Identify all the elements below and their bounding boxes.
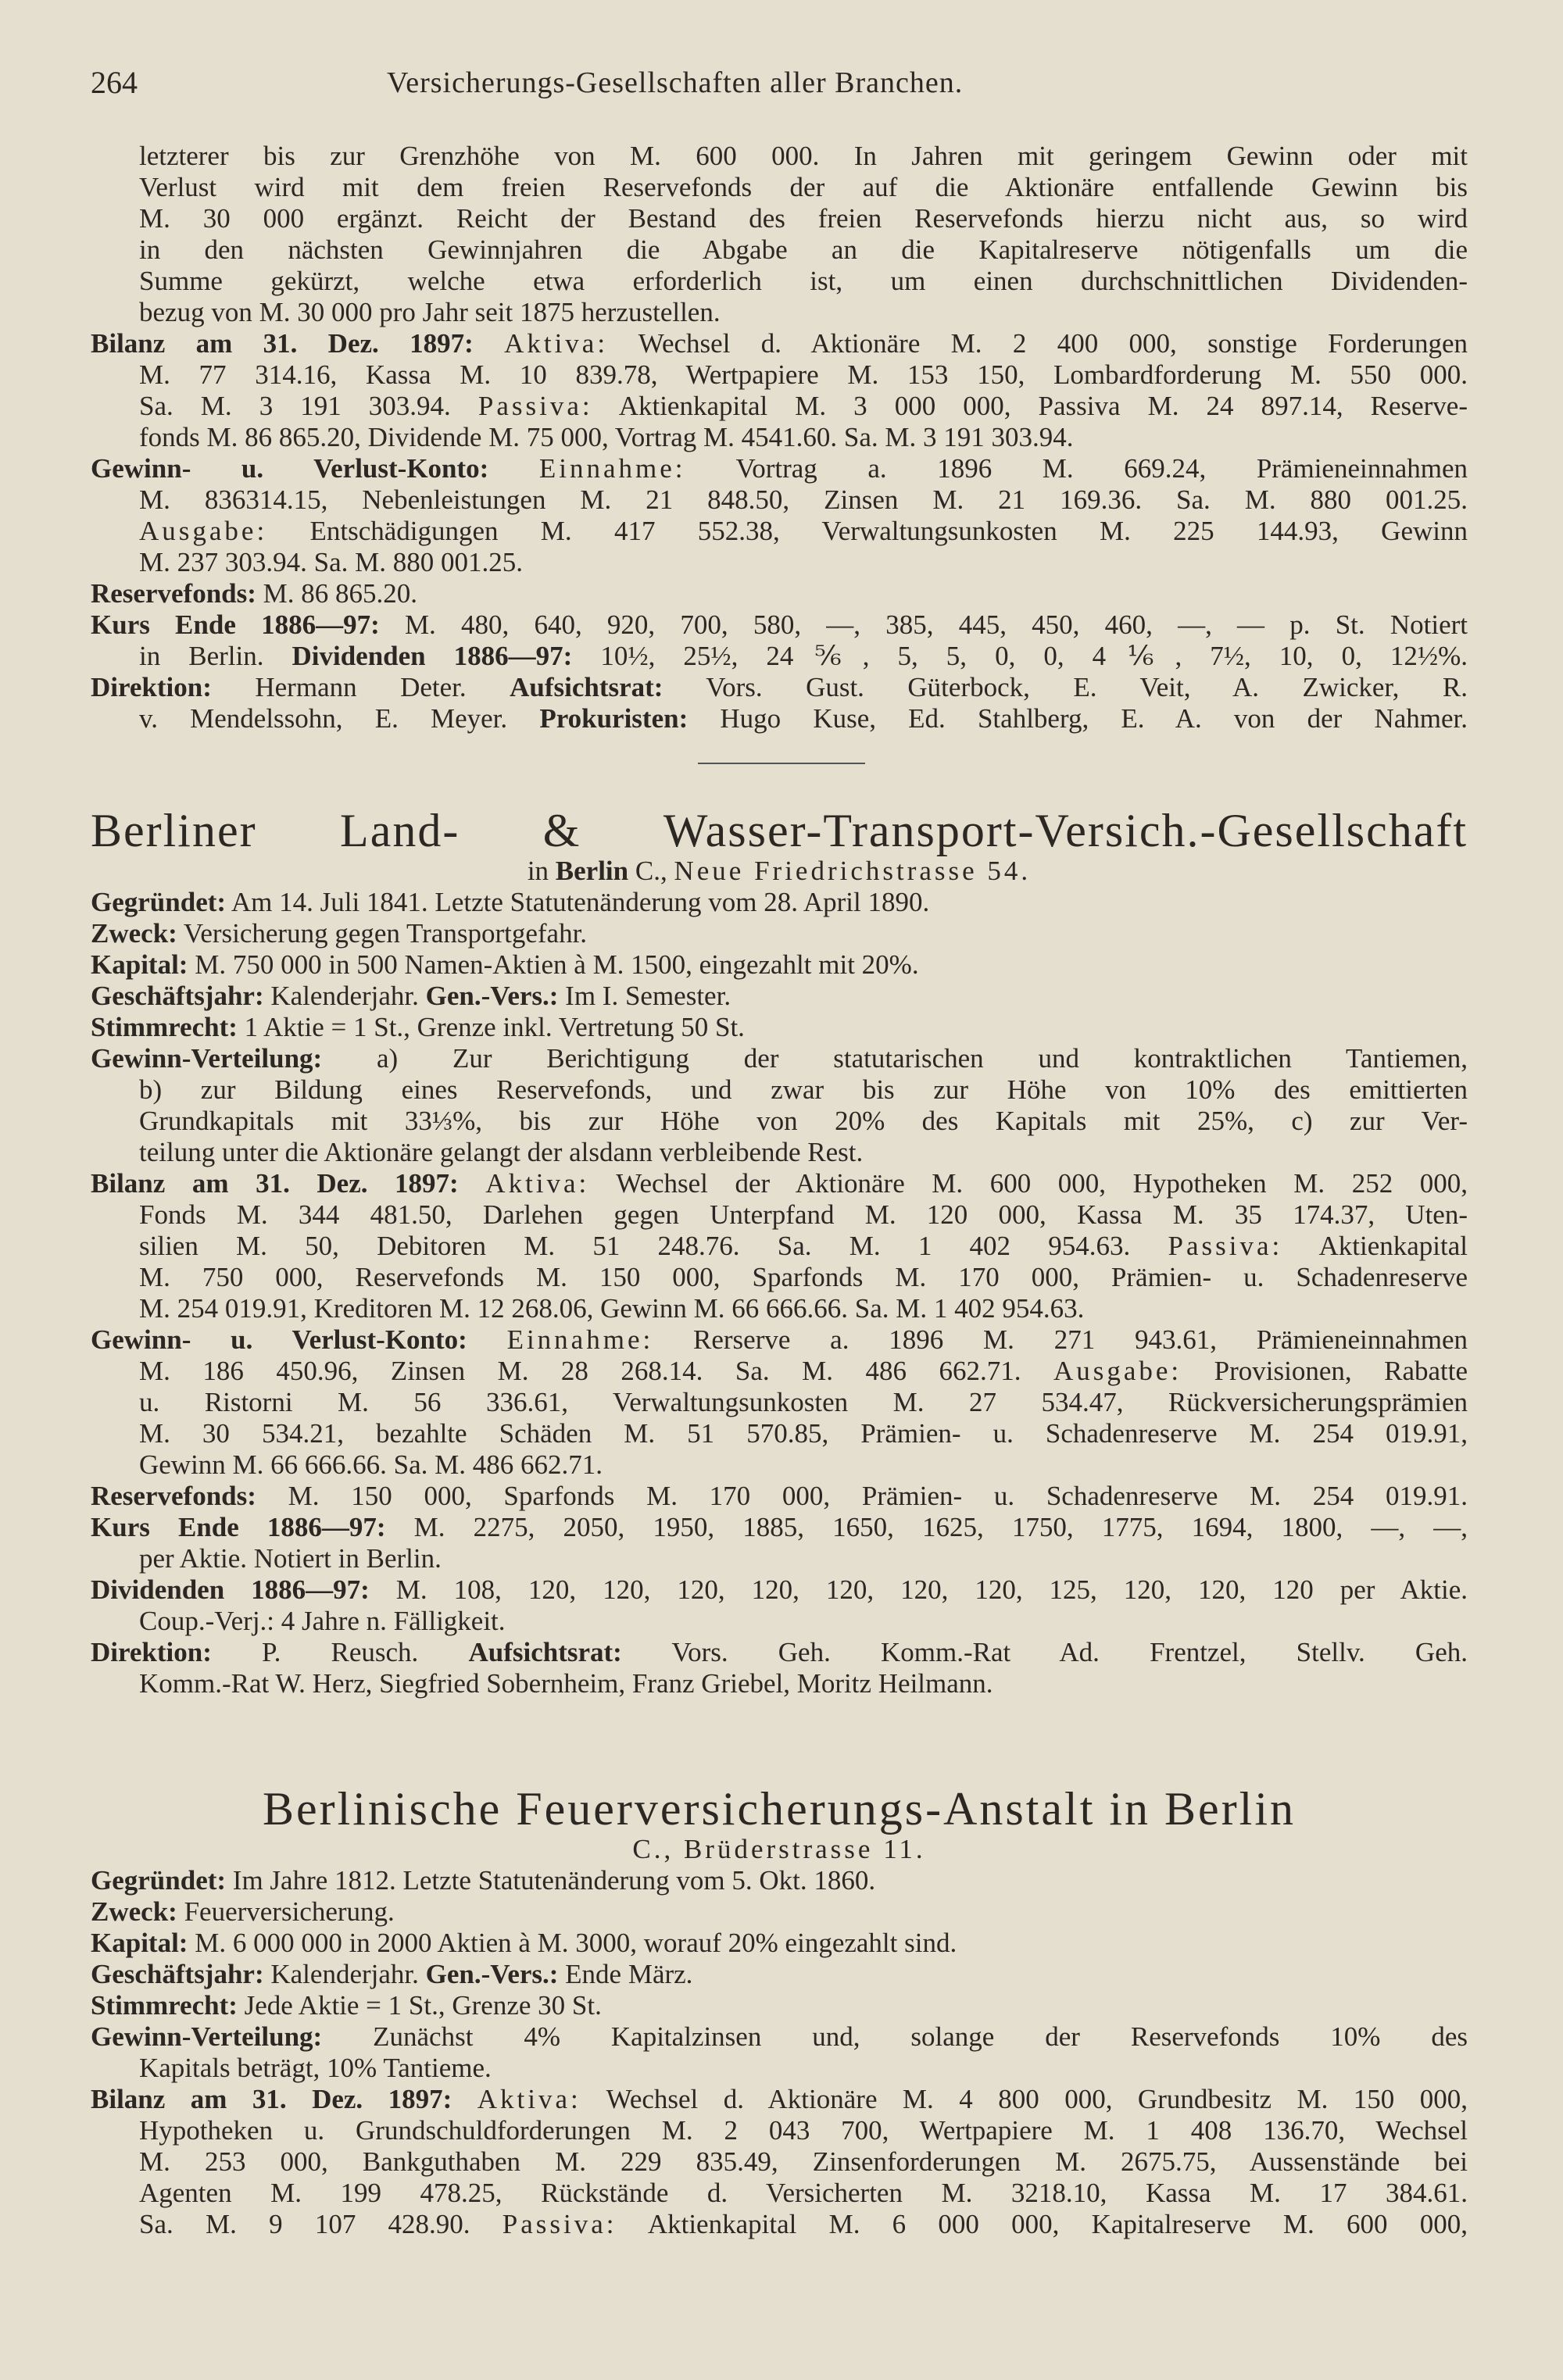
entry-paragraph: [91, 328, 1468, 453]
field-label: Kapital:: [91, 1928, 188, 1958]
text-run: v. Mendelssohn, E. Meyer.: [139, 703, 540, 734]
text-run: Kalenderjahr.: [263, 981, 426, 1011]
field-label: Gen.-Vers.:: [425, 1959, 559, 1989]
field-label: Prokuristen:: [539, 703, 689, 734]
text-line: [91, 1231, 1468, 1262]
field-label: Direktion:: [91, 672, 212, 702]
entry-paragraph: [91, 672, 1468, 734]
text-line: [91, 578, 1468, 609]
running-title: Versicherungs-Gesellschaften aller Branchen.: [387, 66, 964, 99]
text-run: [474, 328, 504, 359]
field-label: Berlin: [555, 856, 629, 886]
field-label: Gewinn- u. Verlust-Konto:: [91, 1324, 467, 1355]
text-run: Gewinn M. 66 666.66. Sa. M. 486 662.71.: [139, 1449, 603, 1480]
field-label: Geschäftsjahr:: [91, 1959, 264, 1989]
field-label: Gewinn-Verteilung:: [91, 2021, 323, 2052]
field-label: Zweck:: [91, 918, 177, 949]
field-label: Bilanz am 31. Dez. 1897:: [91, 2084, 452, 2114]
text-run: Fonds M. 344 481.50, Darlehen gegen Unterpfand M. 120 000, Kassa M. 35 174.37, Uten-: [139, 1199, 1468, 1230]
entry-paragraph: [91, 949, 1468, 981]
field-label: Direktion:: [91, 1637, 212, 1667]
text-line: [91, 2146, 1468, 2178]
field-label: Reservefonds:: [91, 578, 256, 609]
text-line: [91, 1865, 1468, 1896]
text-line: [91, 328, 1468, 359]
text-run: M. 237 303.94. Sa. M. 880 001.25.: [139, 547, 523, 577]
text-run: M. 750 000, Reservefonds M. 150 000, Sparfonds M. 170 000, Prämien- u. Schadenreserve: [139, 1262, 1468, 1292]
field-label: Dividenden 1886—97:: [91, 1574, 370, 1605]
spaced-heading: Passiva:: [477, 391, 593, 421]
text-line: [91, 359, 1468, 391]
text-run: fonds M. 86 865.20, Dividende M. 75 000, Vortrag M. 4541.60. Sa. M. 3 191 303.94.: [139, 422, 1074, 452]
text-line: [91, 1418, 1468, 1449]
spaced-heading: C., Brüderstrasse 11.: [632, 1834, 926, 1864]
text-line: [91, 1387, 1468, 1418]
text-run: M. 30 000 ergänzt. Reicht der Bestand des freien Reservefonds hierzu nicht aus, so wird: [139, 203, 1468, 234]
text-line: [91, 918, 1468, 949]
field-label: Reservefonds:: [91, 1481, 256, 1511]
field-label: Gen.-Vers.:: [425, 981, 559, 1011]
text-line: [91, 609, 1468, 641]
text-run: M. 253 000, Bankguthaben M. 229 835.49, Zinsenforderungen M. 2675.75, Aussenstände bei: [139, 2146, 1468, 2177]
text-line: [91, 391, 1468, 422]
text-run: Grundkapitals mit 33⅓%, bis zur Höhe von 20% des Kapitals mit 25%, c) zur Ver-: [139, 1106, 1468, 1136]
field-label: Gewinn- u. Verlust-Konto:: [91, 453, 489, 484]
text-line: [91, 703, 1468, 734]
text-run: Hermann Deter.: [211, 672, 510, 702]
text-run: Sa. M. 3 191 303.94.: [139, 391, 478, 421]
text-run: in den nächsten Gewinnjahren die Abgabe an die Kapitalreserve nötigenfalls um die: [139, 234, 1468, 265]
text-line: [91, 1543, 1468, 1574]
text-line: [91, 141, 1468, 172]
text-line: [91, 203, 1468, 234]
text-run: Aktienkapital M. 6 000 000, Kapitalreserve M. 600 000,: [617, 2209, 1468, 2239]
entry-paragraph: [91, 918, 1468, 949]
text-run: Kalenderjahr.: [263, 1959, 426, 1989]
text-run: Aktienkapital: [1282, 1231, 1468, 1261]
entry-paragraph: [91, 1512, 1468, 1574]
text-run: P. Reusch.: [211, 1637, 469, 1667]
text-run: bezug von M. 30 000 pro Jahr seit 1875 herzustellen.: [139, 297, 721, 327]
text-line: [91, 1199, 1468, 1231]
text-line: [91, 2115, 1468, 2146]
text-run: silien M. 50, Debitoren M. 51 248.76. Sa. M. 1 402 954.63.: [139, 1231, 1168, 1261]
entry-paragraph: [91, 1481, 1468, 1512]
spaced-heading: Aktiva:: [485, 1168, 590, 1199]
text-run: b) zur Bildung eines Reservefonds, und zwar bis zur Höhe von 10% des emittierten: [139, 1074, 1468, 1105]
field-label: Stimmrecht:: [91, 1990, 238, 2021]
entry-paragraph: [91, 1959, 1468, 1990]
text-run: u. Ristorni M. 56 336.61, Verwaltungsunkosten M. 27 534.47, Rückversicherungsprämien: [139, 1387, 1468, 1417]
text-line: [91, 1896, 1468, 1928]
text-line: [91, 172, 1468, 203]
entry-paragraph: [91, 1637, 1468, 1699]
text-run: M. 186 450.96, Zinsen M. 28 268.14. Sa. M. 486 662.71.: [139, 1356, 1053, 1386]
spaced-heading: Ausgabe:: [1053, 1356, 1182, 1386]
text-line: [91, 2084, 1468, 2115]
text-line: [91, 949, 1468, 981]
text-run: Wechsel d. Aktionäre M. 4 800 000, Grundbesitz M. 150 000,: [581, 2084, 1468, 2114]
entry-paragraph: [91, 1574, 1468, 1637]
text-run: Aktienkapital M. 3 000 000, Passiva M. 24 897.14, Reserve-: [592, 391, 1468, 421]
text-run: Rerserve a. 1896 M. 271 943.61, Prämieneinnahmen: [653, 1324, 1468, 1355]
entry-paragraph: [91, 609, 1468, 672]
field-label: Gegründet:: [91, 887, 227, 917]
spaced-heading: Neue Friedrichstrasse 54.: [674, 856, 1032, 886]
spaced-heading: Aktiva:: [477, 2084, 581, 2114]
text-line: [91, 422, 1468, 453]
text-run: M. 108, 120, 120, 120, 120, 120, 120, 120, 125, 120, 120, 120 per Aktie.: [369, 1574, 1468, 1605]
text-line: [91, 547, 1468, 578]
company-title: Berliner Land- & Wasser-Transport-Versich.-Gesellschaft: [91, 805, 1468, 856]
text-line: [91, 234, 1468, 266]
field-label: Gegründet:: [91, 1865, 227, 1896]
entry-paragraph: [91, 1865, 1468, 1896]
text-run: M. 750 000 in 500 Namen-Aktien à M. 1500, eingezahlt mit 20%.: [188, 949, 919, 980]
text-run: M. 6 000 000 in 2000 Aktien à M. 3000, worauf 20% eingezahlt sind.: [188, 1928, 957, 1958]
text-line: [91, 1512, 1468, 1543]
spaced-heading: Einnahme:: [538, 453, 686, 484]
field-label: Aufsichtsrat:: [468, 1637, 622, 1667]
text-line: [91, 1137, 1468, 1168]
text-run: Coup.-Verj.: 4 Jahre n. Fälligkeit.: [139, 1606, 506, 1636]
text-run: a) Zur Berichtigung der statutarischen und kontraktlichen Tantiemen,: [322, 1043, 1468, 1074]
text-run: M. 150 000, Sparfonds M. 170 000, Prämien- u. Schadenreserve M. 254 019.91.: [256, 1481, 1468, 1511]
entry-paragraph: [91, 578, 1468, 609]
text-run: [488, 453, 539, 484]
field-label: Gewinn-Verteilung:: [91, 1043, 323, 1074]
text-line: [91, 1168, 1468, 1199]
text-run: M. 480, 640, 920, 700, 580, —, 385, 445, 450, 460, —, — p. St. Notiert: [379, 609, 1468, 640]
entry-paragraph: [91, 1896, 1468, 1928]
text-line: [91, 1356, 1468, 1387]
text-line: [91, 1324, 1468, 1356]
text-run: Wechsel d. Aktionäre M. 2 400 000, sonstige Forderungen: [608, 328, 1468, 359]
text-run: Agenten M. 199 478.25, Rückstände d. Versicherten M. 3218.10, Kassa M. 17 384.61.: [139, 2178, 1468, 2208]
field-label: Kurs Ende 1886—97:: [91, 609, 380, 640]
spaced-heading: Ausgabe:: [139, 516, 268, 546]
field-label: Zweck:: [91, 1896, 177, 1927]
text-run: M. 77 314.16, Kassa M. 10 839.78, Wertpapiere M. 153 150, Lombardforderung M. 550 000.: [139, 359, 1468, 390]
text-line: [91, 2209, 1468, 2240]
text-line: [91, 1928, 1468, 1959]
text-line: [91, 1074, 1468, 1106]
text-run: Feuerversicherung.: [177, 1896, 395, 1927]
entry-paragraph: [91, 1928, 1468, 1959]
text-run: Wechsel der Aktionäre M. 600 000, Hypotheken M. 252 000,: [589, 1168, 1468, 1199]
text-line: [91, 1959, 1468, 1990]
text-run: letzterer bis zur Grenzhöhe von M. 600 000. In Jahren mit geringem Gewinn oder mit: [139, 141, 1468, 171]
text-line: [91, 1481, 1468, 1512]
text-run: Sa. M. 9 107 428.90.: [139, 2209, 503, 2239]
section-divider: [698, 763, 865, 764]
text-run: Vors. Geh. Komm.-Rat Ad. Frentzel, Stellv. Geh.: [621, 1637, 1468, 1667]
field-label: Bilanz am 31. Dez. 1897:: [91, 328, 474, 359]
company-address: [91, 1834, 1468, 1865]
text-run: in Berlin.: [139, 641, 292, 671]
text-run: Im Jahre 1812. Letzte Statutenänderung vom 5. Okt. 1860.: [226, 1865, 876, 1896]
company-title: Berlinische Feuerversicherungs-Anstalt in Berlin: [262, 1783, 1297, 1835]
text-line: [91, 1012, 1468, 1043]
spaced-heading: Passiva:: [502, 2209, 617, 2239]
text-line: [91, 1043, 1468, 1074]
text-line: [91, 1106, 1468, 1137]
text-line: [91, 1293, 1468, 1324]
entry-paragraph: [91, 2021, 1468, 2084]
text-run: [459, 1168, 486, 1199]
text-run: Versicherung gegen Transportgefahr.: [177, 918, 588, 949]
field-label: Kapital:: [91, 949, 188, 980]
text-run: C.,: [628, 856, 674, 886]
text-line: [91, 1668, 1468, 1699]
entry-paragraph: [91, 981, 1468, 1012]
text-run: Am 14. Juli 1841. Letzte Statutenänderung vom 28. April 1890.: [226, 887, 930, 917]
text-line: [91, 2021, 1468, 2053]
field-label: Bilanz am 31. Dez. 1897:: [91, 1168, 459, 1199]
spaced-heading: Einnahme:: [506, 1324, 654, 1355]
text-line: [91, 453, 1468, 484]
text-line: [91, 484, 1468, 516]
text-run: Vortrag a. 1896 M. 669.24, Prämieneinnahmen: [685, 453, 1468, 484]
entry-paragraph: [91, 1324, 1468, 1481]
text-line: [91, 1574, 1468, 1606]
company-entry-berlinische-feuer: [91, 1784, 1468, 2240]
entry-paragraph: [91, 1012, 1468, 1043]
text-run: Ende März.: [558, 1959, 693, 1989]
text-line: [91, 1990, 1468, 2021]
text-run: Summe gekürzt, welche etwa erforderlich ist, um einen durchschnittlichen Dividenden-: [139, 266, 1468, 296]
text-run: Provisionen, Rabatte: [1182, 1356, 1468, 1386]
company-entry-berliner-land-wasser: [91, 806, 1468, 1699]
text-run: M. 2275, 2050, 1950, 1885, 1650, 1625, 1750, 1775, 1694, 1800, —, —,: [385, 1512, 1468, 1542]
text-line: [91, 981, 1468, 1012]
text-line: [91, 516, 1468, 547]
text-line: [91, 1449, 1468, 1481]
company-entry-continued: [91, 141, 1468, 734]
text-run: Komm.-Rat W. Herz, Siegfried Sobernheim, Franz Griebel, Moritz Heilmann.: [139, 1668, 993, 1699]
text-run: M. 836314.15, Nebenleistungen M. 21 848.50, Zinsen M. 21 169.36. Sa. M. 880 001.25.: [139, 484, 1468, 515]
text-run: 1 Aktie = 1 St., Grenze inkl. Vertretung 50 St.: [237, 1012, 745, 1042]
text-line: [91, 641, 1468, 672]
entry-paragraph: [91, 1043, 1468, 1168]
text-run: Vors. Gust. Güterbock, E. Veit, A. Zwicker, R.: [663, 672, 1468, 702]
text-run: teilung unter die Aktionäre gelangt der alsdann verbleibende Rest.: [139, 1137, 864, 1167]
text-run: Kapitals beträgt, 10% Tantieme.: [139, 2053, 492, 2083]
field-label: Stimmrecht:: [91, 1012, 238, 1042]
field-label: Dividenden 1886—97:: [291, 641, 573, 671]
entry-paragraph: [91, 2084, 1468, 2240]
text-run: in: [527, 856, 556, 886]
entry-paragraph: [91, 887, 1468, 918]
text-run: M. 86 865.20.: [256, 578, 418, 609]
company-address: [91, 856, 1468, 887]
field-label: Geschäftsjahr:: [91, 981, 264, 1011]
text-line: [91, 297, 1468, 328]
page-number: 264: [91, 65, 138, 100]
entry-paragraph: [91, 1990, 1468, 2021]
text-line: [91, 266, 1468, 297]
text-line: [91, 887, 1468, 918]
text-run: [452, 2084, 477, 2114]
text-run: Hypotheken u. Grundschuldforderungen M. 2 043 700, Wertpapiere M. 1 408 136.70, Wechsel: [139, 2115, 1468, 2146]
text-line: [91, 672, 1468, 703]
field-label: Aufsichtsrat:: [510, 672, 663, 702]
field-label: Kurs Ende 1886—97:: [91, 1512, 386, 1542]
text-run: Entschädigungen M. 417 552.38, Verwaltungsunkosten M. 225 144.93, Gewinn: [267, 516, 1468, 546]
text-run: Im I. Semester.: [558, 981, 731, 1011]
text-line: [91, 1637, 1468, 1668]
text-run: Verlust wird mit dem freien Reservefonds der auf die Aktionäre entfallende Gewinn bis: [139, 172, 1468, 202]
text-run: M. 254 019.91, Kreditoren M. 12 268.06, Gewinn M. 66 666.66. Sa. M. 1 402 954.63.: [139, 1293, 1085, 1324]
text-run: 10½, 25½, 24⅚, 5, 5, 0, 0, 4⅙, 7½, 10, 0, 12½%.: [572, 641, 1468, 671]
text-run: per Aktie. Notiert in Berlin.: [139, 1543, 442, 1574]
spaced-heading: Aktiva:: [504, 328, 609, 359]
entry-paragraph: [91, 1168, 1468, 1324]
text-run: M. 30 534.21, bezahlte Schäden M. 51 570.85, Prämien- u. Schadenreserve M. 254 019.91,: [139, 1418, 1468, 1449]
text-line: [91, 2178, 1468, 2209]
text-line: [91, 2053, 1468, 2084]
entry-paragraph: [91, 141, 1468, 328]
text-run: Jede Aktie = 1 St., Grenze 30 St.: [237, 1990, 602, 2021]
text-line: [91, 1262, 1468, 1293]
text-run: Hugo Kuse, Ed. Stahlberg, E. A. von der Nahmer.: [688, 703, 1468, 734]
spaced-heading: Passiva:: [1168, 1231, 1283, 1261]
text-run: [467, 1324, 507, 1355]
text-line: [91, 1606, 1468, 1637]
entry-paragraph: [91, 453, 1468, 578]
text-run: Zunächst 4% Kapitalzinsen und, solange der Reservefonds 10% des: [322, 2021, 1468, 2052]
